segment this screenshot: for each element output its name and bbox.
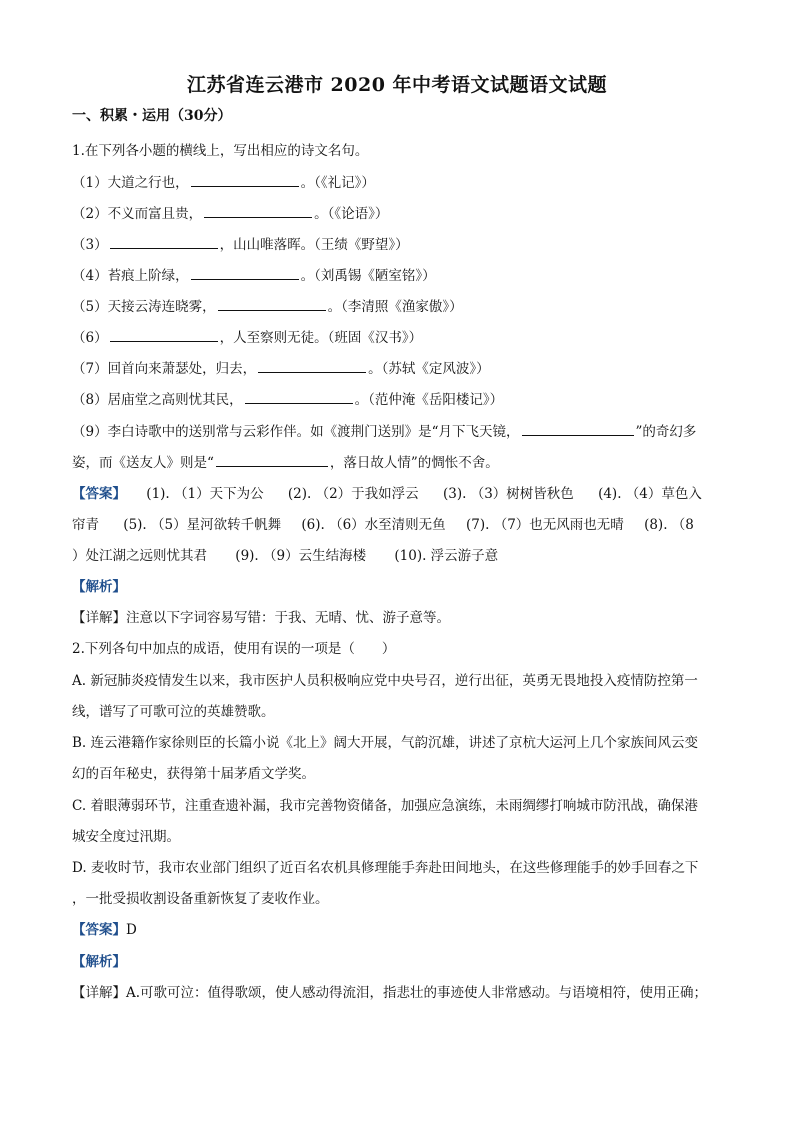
q2-option-a: A. 新冠肺炎疫情发生以来，我市医护人员积极响应党中央号召，逆行出征，英勇无畏地投入疫情防控第一 — [72, 673, 698, 689]
q1-item-suffix: ，人至察则无徒。（班固《汉书》） — [219, 330, 423, 346]
q1-item-prefix: （8）居庙堂之高则忧其民， — [72, 392, 243, 408]
q1-item-prefix: （2）不义而富且贵， — [72, 206, 203, 222]
q1-item-suffix: ，山山唯落晖。（王绩《野望》） — [219, 237, 409, 253]
answer-blank[interactable] — [110, 327, 218, 342]
q1-item-suffix: ，落日故人情”的惆怅不舍。 — [329, 455, 499, 471]
q1-item-9-line1 — [72, 421, 696, 442]
q1-item-suffix: 。（范仲淹《岳阳楼记》） — [354, 392, 504, 408]
q1-item-2 — [72, 203, 388, 224]
q1-answer-line3 — [72, 546, 498, 566]
q1-item-prefix: （7）回首向来萧瑟处，归去， — [72, 361, 257, 377]
answer-blank[interactable] — [522, 421, 634, 436]
q1-item-prefix: 姿，而《送友人》则是“ — [72, 455, 214, 471]
q1-item-7 — [72, 358, 490, 379]
q2-option-d-cont: ，一批受损收割设备重新恢复了麦收作业。 — [72, 891, 329, 907]
detail-text: A.可歌可泣：值得歌颂，使人感动得流泪，指悲壮的事迹使人非常感动。与语境相符，使用正确； — [126, 985, 708, 1001]
q1-item-1 — [72, 172, 375, 193]
q1-item-prefix: （5）天接云涛连晓雾， — [72, 299, 216, 315]
answer-item: (2). （2）于我如浮云 — [287, 486, 419, 502]
detail-tag: 【详解】 — [72, 985, 126, 1001]
q1-item-suffix: 。（李清照《渔家傲》） — [327, 299, 463, 315]
q1-analysis — [72, 577, 126, 597]
analysis-tag: 【解析】 — [72, 579, 126, 595]
q1-detail — [72, 608, 450, 628]
q1-item-prefix: （4）苔痕上阶绿， — [72, 268, 189, 284]
answer-blank[interactable] — [204, 203, 312, 218]
q2-answer — [72, 920, 137, 940]
q1-item-suffix: 。（刘禹锡《陋室铭》） — [300, 268, 436, 284]
answer-item: (4). （4）草色入 — [598, 486, 702, 502]
answer-blank[interactable] — [218, 296, 326, 311]
q1-item-suffix: 。（《论语》） — [314, 206, 389, 222]
q1-item-suffix: ”的奇幻多 — [635, 424, 697, 440]
q1-item-3 — [72, 234, 409, 255]
answer-tag: 【答案】 — [72, 486, 126, 502]
q1-item-9-line2 — [72, 452, 499, 473]
answer-item: (6). （6）水至清则无鱼 — [301, 517, 446, 533]
q1-item-suffix: 。（苏轼《定风波》） — [368, 361, 490, 377]
answer-item: (10). 浮云游子意 — [394, 548, 499, 564]
q2-option-b-cont: 幻的百年秘史，获得第十届茅盾文学奖。 — [72, 766, 315, 782]
answer-blank[interactable] — [110, 234, 218, 249]
q1-answer-line1 — [72, 484, 702, 504]
q1-item-6 — [72, 327, 422, 348]
answer-item: (5). （5）星河欲转千帆舞 — [123, 517, 282, 533]
q1-item-prefix: （6） — [72, 330, 108, 346]
page-title: 江苏省连云港市 2020 年中考语文试题语文试题 — [186, 74, 608, 96]
answer-item: (3). （3）树树皆秋色 — [442, 486, 574, 502]
q2-analysis — [72, 952, 126, 972]
answer-item: (1). （1）天下为公 — [146, 486, 264, 502]
q1-item-prefix: （1）大道之行也， — [72, 175, 189, 191]
answer-item: (9). （9）云生结海楼 — [235, 548, 367, 564]
q1-item-suffix: 。（《礼记》） — [300, 175, 375, 191]
q2-option-a-cont: 线，谱写了可歌可泣的英雄赞歌。 — [72, 704, 275, 720]
q2-stem: 2.下列各句中加点的成语，使用有误的一项是（ ） — [72, 641, 396, 657]
q1-answer-line2 — [72, 515, 694, 535]
q2-option-c: C. 着眼薄弱环节，注重查遗补漏，我市完善物资储备，加强应急演练，未雨绸缪打响城市防汛战，确保港 — [72, 798, 698, 814]
q2-option-d: D. 麦收时节，我市农业部门组织了近百名农机具修理能手奔赴田间地头，在这些修理能手的妙手回春之下 — [72, 860, 699, 876]
answer-blank[interactable] — [191, 265, 299, 280]
q1-stem: 1.在下列各小题的横线上，写出相应的诗文名句。 — [72, 143, 369, 159]
answer-blank[interactable] — [245, 389, 353, 404]
answer-blank[interactable] — [191, 172, 299, 187]
analysis-tag: 【解析】 — [72, 954, 126, 970]
section-heading: 一、积累・运用（30分） — [72, 108, 232, 124]
answer-value: D — [126, 922, 137, 938]
answer-item: (8). （8 — [644, 517, 694, 533]
answer-item: ）处江湖之远则忧其君 — [72, 548, 207, 564]
q2-option-b: B. 连云港籍作家徐则臣的长篇小说《北上》阔大开展，气韵沉雄，讲述了京杭大运河上几个家族间风云变 — [72, 735, 699, 751]
q1-item-8 — [72, 389, 503, 410]
detail-text: 注意以下字词容易写错：于我、无晴、忧、游子意等。 — [126, 610, 450, 626]
detail-tag: 【详解】 — [72, 610, 126, 626]
answer-item: (7). （7）也无风雨也无晴 — [465, 517, 624, 533]
q1-item-5 — [72, 296, 463, 317]
q2-option-c-cont: 城安全度过汛期。 — [72, 829, 180, 845]
answer-tag: 【答案】 — [72, 922, 126, 938]
answer-blank[interactable] — [258, 358, 366, 373]
q1-item-prefix: （9）李白诗歌中的送别常与云彩作伴。如《渡荆门送别》是“月下飞天镜， — [72, 424, 520, 440]
q1-item-prefix: （3） — [72, 237, 108, 253]
answer-blank[interactable] — [216, 452, 328, 467]
answer-item: 帘青 — [72, 517, 99, 533]
q1-item-4 — [72, 265, 436, 286]
q2-detail — [72, 983, 707, 1003]
